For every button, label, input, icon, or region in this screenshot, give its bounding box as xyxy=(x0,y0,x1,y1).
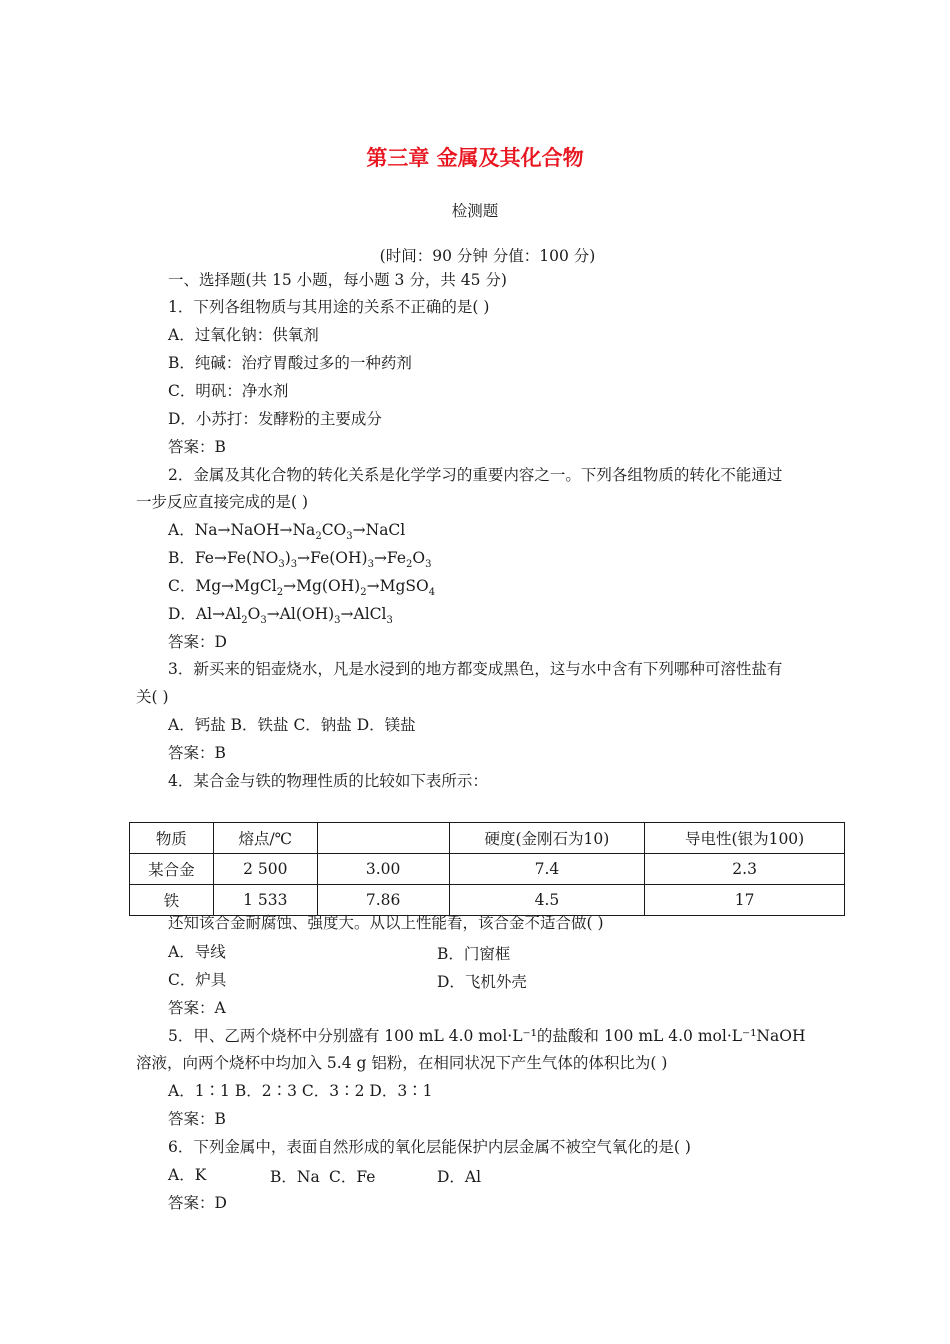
q6-option-a: A．K xyxy=(168,1166,207,1184)
q1-option-a: A．过氧化钠：供氧剂 xyxy=(168,326,319,344)
q2-option-a: A．$Na\to NaOH\to Na_2CO_3\to NaCl$ xyxy=(168,521,406,543)
table-cell: 3.00 xyxy=(317,854,449,885)
table-cell: 7.86 xyxy=(317,885,449,916)
q6-stem: 6．下列金属中，表面自然形成的氧化层能保护内层金属不被空气氧化的是( ) xyxy=(168,1138,691,1156)
table-header-row xyxy=(130,823,845,854)
q1-option-c: C．明矾：净水剂 xyxy=(168,382,289,400)
table-cell: 2.3 xyxy=(645,854,845,885)
table-header-cell: 熔点/℃ xyxy=(213,823,317,854)
table-cell: 铁 xyxy=(130,885,214,916)
subtitle: 检测题 xyxy=(451,202,499,220)
table-cell: 4.5 xyxy=(449,885,645,916)
table-cell: 1 533 xyxy=(213,885,317,916)
q2-option-c: C．$Mg\to MgCl_2\to Mg(OH)_2\to MgSO_4$ xyxy=(168,577,436,599)
table-cell: 某合金 xyxy=(130,854,214,885)
q2-option-d: D．$Al\to Al_2O_3\to Al(OH)_3\to AlCl_3$ xyxy=(168,605,393,627)
q5-options: A．1∶1 B．2∶3 C．3∶2 D．3∶1 xyxy=(168,1082,433,1100)
q6-answer: 答案：D xyxy=(168,1194,227,1212)
table-row xyxy=(130,885,845,916)
q1-option-d: D．小苏打：发酵粉的主要成分 xyxy=(168,410,382,428)
q3-options: A．钙盐 B．铁盐 C．钠盐 D．镁盐 xyxy=(168,716,416,734)
q4-option-a: A．导线 xyxy=(168,943,226,961)
q6-option-c: C．Fe xyxy=(329,1168,376,1186)
exam-meta: (时间：90 分钟 分值：100 分) xyxy=(379,247,596,265)
q2-stem-line1: 2．金属及其化合物的转化关系是化学学习的重要内容之一。下列各组物质的转化不能通过 xyxy=(168,466,783,484)
table-cell: 7.4 xyxy=(449,854,645,885)
q1-stem: 1．下列各组物质与其用途的关系不正确的是( ) xyxy=(168,298,490,316)
q3-stem-line1: 3．新买来的铝壶烧水，凡是水浸到的地方都变成黑色，这与水中含有下列哪种可溶性盐有 xyxy=(168,660,783,678)
q4-answer: 答案：A xyxy=(168,999,226,1017)
q6-option-b: B．Na xyxy=(270,1168,320,1186)
q5-answer: 答案：B xyxy=(168,1110,226,1128)
table-cell: 2 500 xyxy=(213,854,317,885)
properties-table xyxy=(129,822,845,916)
q4-note: 还知该合金耐腐蚀、强度大。从以上性能看，该合金不适合做( ) xyxy=(168,914,604,932)
table-cell: 17 xyxy=(645,885,845,916)
q3-answer: 答案：B xyxy=(168,744,226,762)
q5-stem-line1: 5．甲、乙两个烧杯中分别盛有 100 mL 4.0 mol·L⁻¹的盐酸和 100 mL 4.0 mol·L⁻¹NaOH xyxy=(168,1027,806,1045)
q4-option-c: C．炉具 xyxy=(168,971,227,989)
table-header-cell: 硬度(金刚石为10) xyxy=(449,823,645,854)
q4-option-b: B．门窗框 xyxy=(437,945,511,963)
q2-option-b: B．$Fe\to Fe(NO_3)_3\to Fe(OH)_3\to Fe_2O_3$ xyxy=(168,549,432,571)
q1-answer: 答案：B xyxy=(168,438,226,456)
table-header-cell xyxy=(317,823,449,854)
q4-option-d: D．飞机外壳 xyxy=(437,973,527,991)
table-header-cell: 导电性(银为100) xyxy=(645,823,845,854)
q3-stem-line2: 关( ) xyxy=(136,688,169,706)
q1-option-b: B．纯碱：治疗胃酸过多的一种药剂 xyxy=(168,354,412,372)
table-header-cell: 物质 xyxy=(130,823,214,854)
q2-answer: 答案：D xyxy=(168,633,227,651)
q6-option-d: D．Al xyxy=(437,1168,482,1186)
q2-stem-line2: 一步反应直接完成的是( ) xyxy=(136,493,309,511)
q4-stem: 4．某合金与铁的物理性质的比较如下表所示： xyxy=(168,772,488,790)
q5-stem-line2: 溶液，向两个烧杯中均加入 5.4 g 铝粉，在相同状况下产生气体的体积比为( ) xyxy=(136,1054,668,1072)
section-heading: 一、选择题(共 15 小题，每小题 3 分，共 45 分) xyxy=(168,271,507,289)
table-row xyxy=(130,854,845,885)
chapter-title: 第三章 金属及其化合物 xyxy=(366,146,584,170)
